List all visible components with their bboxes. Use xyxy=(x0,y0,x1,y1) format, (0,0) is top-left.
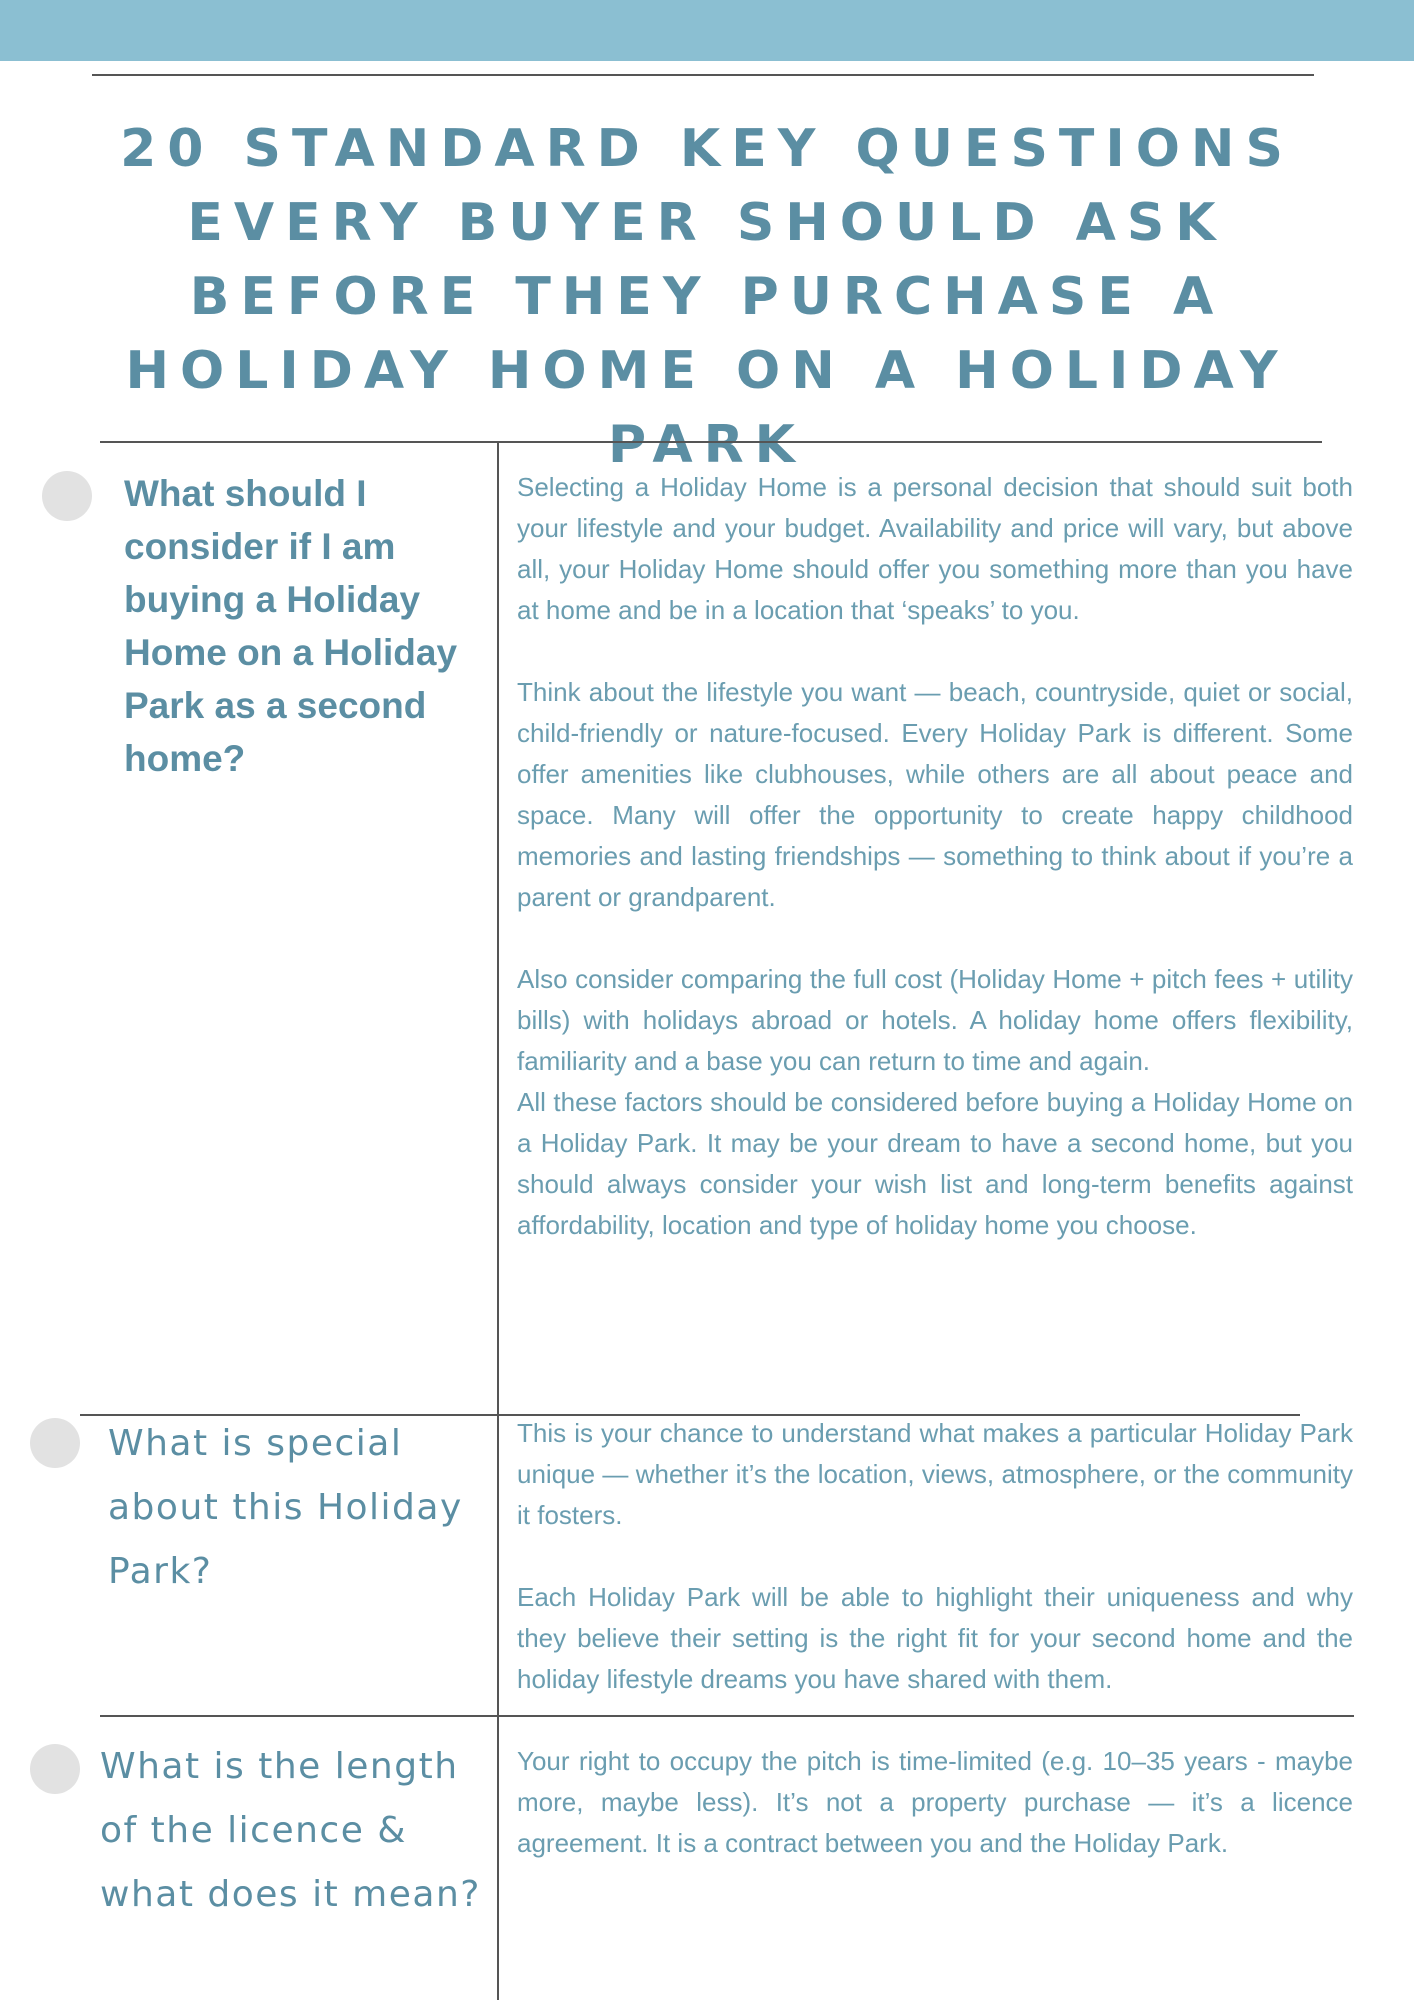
section-divider xyxy=(100,1715,1354,1717)
question-heading: What is special about this Holiday Park? xyxy=(108,1423,463,1592)
bullet-dot xyxy=(30,1744,80,1794)
question-heading: What should I consider if I am buying a Holiday Home on a Holiday Park as a second home? xyxy=(124,473,458,779)
answer-paragraph: All these factors should be considered before buying a Holiday Home on a Holiday Park. It may be your dream to have a second home, but you should always consider your wish list and long-term benefits against affordability, location and type of holiday home you choose. xyxy=(517,1087,1353,1240)
answer-text xyxy=(517,1741,1353,1905)
answer-paragraph: This is your chance to understand what makes a particular Holiday Park unique — whether it’s the location, views, atmosphere, or the community it fosters. xyxy=(517,1418,1353,1530)
question-heading: What is the length of the licence & what does it mean? xyxy=(100,1746,481,1915)
title-bottom-rule xyxy=(100,441,1322,443)
column-divider xyxy=(497,441,499,2000)
answer-paragraph: Each Holiday Park will be able to highlight their uniqueness and why they believe their setting is the right fit for your second home and the holiday lifestyle dreams you have shared with them. xyxy=(517,1582,1353,1694)
bullet-dot xyxy=(42,471,92,521)
answer-paragraph: Your right to occupy the pitch is time-limited (e.g. 10–35 years - maybe more, maybe less). It’s not a property purchase — it’s a licence agreement. It is a contract between you and the Holiday Park. xyxy=(517,1746,1353,1858)
answer-text xyxy=(517,1413,1353,1741)
answer-paragraph: Selecting a Holiday Home is a personal decision that should suit both your lifestyle and your budget. Availability and price will vary, but above all, your Holiday Home should offer you something more than you have at home and be in a location that ‘speaks’ to you. xyxy=(517,472,1353,625)
page-title: 20 STANDARD KEY QUESTIONS EVERY BUYER SHOULD ASK BEFORE THEY PURCHASE A HOLIDAY HOME ON A HOLIDAY PARK xyxy=(120,119,1294,475)
header-banner xyxy=(0,0,1414,61)
answer-text xyxy=(517,467,1353,1287)
answer-paragraph: Also consider comparing the full cost (Holiday Home + pitch fees + utility bills) with holidays abroad or hotels. A holiday home offers flexibility, familiarity and a base you can return to time and again. xyxy=(517,964,1353,1076)
answer-paragraph: Think about the lifestyle you want — beach, countryside, quiet or social, child-friendly or nature-focused. Every Holiday Park is different. Some offer amenities like clubhouses, while others are all about peace and space. Many will offer the opportunity to create happy childhood memories and lasting friendships — something to think about if you’re a parent or grandparent. xyxy=(517,677,1353,912)
title-top-rule xyxy=(92,74,1314,76)
bullet-dot xyxy=(30,1418,80,1468)
